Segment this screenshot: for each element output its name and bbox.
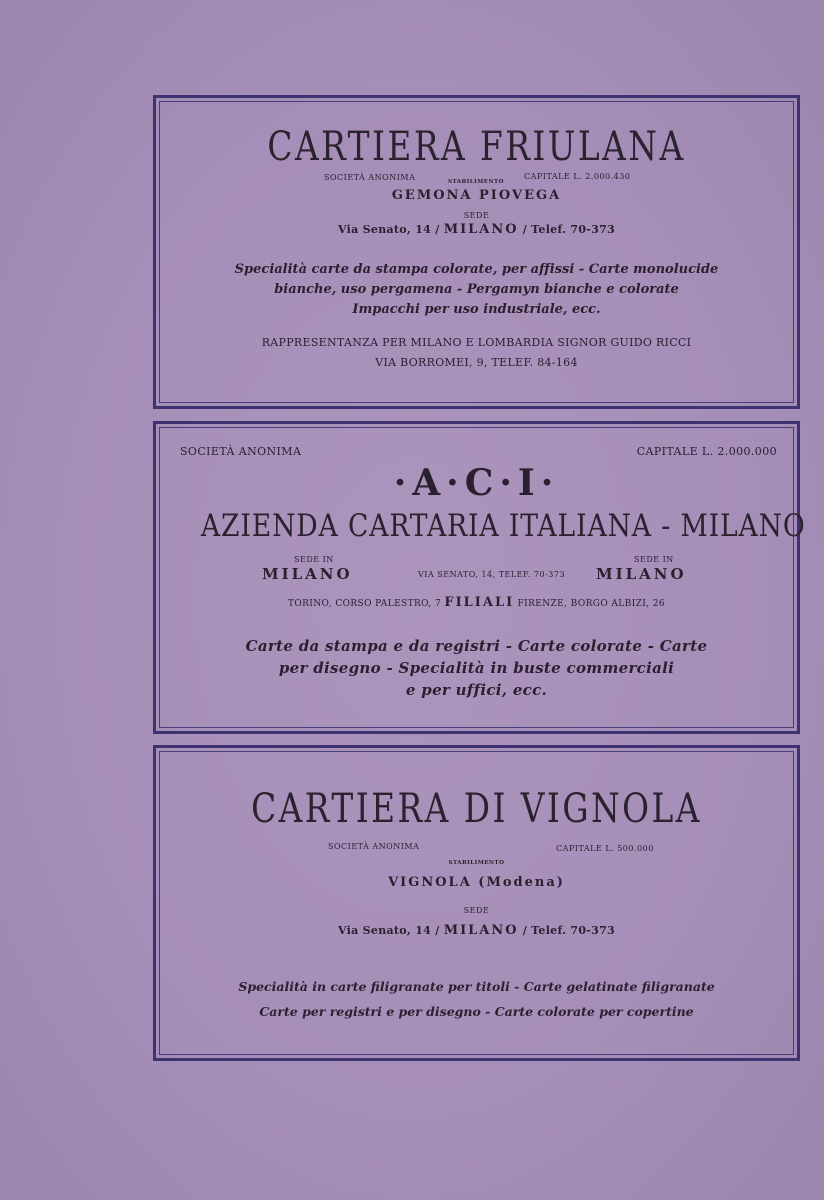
plant-label: STABILIMENTO bbox=[448, 179, 504, 185]
representative-line: RAPPRESENTANZA PER MILANO E LOMBARDIA SIGNOR GUIDO RICCI bbox=[261, 336, 692, 349]
branch-left: TORINO, CORSO PALESTRO, 7 bbox=[287, 599, 442, 609]
address-street: Via Senato, 14 / bbox=[337, 924, 440, 937]
ad-title: CARTIERA DI VIGNOLA bbox=[251, 786, 702, 832]
address-line bbox=[156, 923, 797, 938]
address-phone: / Telef. 70-373 bbox=[522, 924, 616, 937]
ad-azienda-cartaria-italiana bbox=[153, 421, 806, 734]
specialty-line: bianche, uso pergamena - Pergamyn bianche e colorate bbox=[274, 282, 679, 297]
plant-label: STABILIMENTO bbox=[448, 860, 505, 866]
ad-title: CARTIERA FRIULANA bbox=[267, 124, 686, 170]
specialty-line: Carte per registri e per disegno - Carte colorate per copertine bbox=[259, 1004, 694, 1019]
seat-left-city: MILANO bbox=[262, 565, 353, 583]
plant-location: VIGNOLA (Modena) bbox=[388, 875, 565, 890]
seat-right-label: SEDE IN bbox=[634, 555, 674, 564]
ad-cartiera-friulana bbox=[153, 95, 800, 409]
capital: CAPITALE L. 500.000 bbox=[556, 844, 654, 853]
seat-label: SEDE bbox=[463, 906, 490, 915]
seat-right-city: MILANO bbox=[596, 565, 687, 583]
branch-right: FIRENZE, BORGO ALBIZI, 26 bbox=[517, 599, 666, 609]
address-phone: / Telef. 70-373 bbox=[522, 223, 616, 236]
specialties bbox=[156, 974, 797, 1024]
capital: CAPITALE L. 2.000.430 bbox=[524, 172, 631, 181]
specialty-line: per disegno - Specialità in buste commerciali bbox=[278, 659, 675, 677]
company-type: SOCIETÀ ANONIMA bbox=[180, 445, 302, 458]
address-city: MILANO bbox=[443, 222, 519, 237]
branch-label: FILIALI bbox=[444, 595, 515, 610]
capital: CAPITALE L. 2.000.000 bbox=[636, 445, 777, 458]
specialties bbox=[156, 635, 797, 701]
ad-cartiera-di-vignola bbox=[153, 745, 800, 1061]
specialty-line: Impacchi per uso industriale, ecc. bbox=[352, 302, 601, 317]
company-type: SOCIETÀ ANONIMA bbox=[324, 173, 416, 182]
seat-left-label: SEDE IN bbox=[294, 555, 334, 564]
specialty-line: Specialità carte da stampa colorate, per affissi - Carte monolucide bbox=[234, 262, 719, 277]
seat-label: SEDE bbox=[463, 211, 490, 220]
specialties bbox=[156, 260, 797, 320]
address-city: MILANO bbox=[443, 923, 519, 938]
company-type: SOCIETÀ ANONIMA bbox=[328, 842, 420, 851]
specialty-line: e per uffici, ecc. bbox=[405, 681, 548, 699]
acronym: ·A·C·I· bbox=[393, 462, 560, 504]
address-street: Via Senato, 14 / bbox=[337, 223, 440, 236]
address-line bbox=[156, 222, 797, 237]
representative bbox=[156, 333, 797, 373]
plant-location: GEMONA PIOVEGA bbox=[391, 188, 562, 203]
full-name: AZIENDA CARTARIA ITALIANA - MILANO bbox=[200, 508, 806, 544]
center-address: VIA SENATO, 14, TELEF. 70-373 bbox=[418, 570, 566, 579]
representative-line: VIA BORROMEI, 9, TELEF. 84-164 bbox=[375, 356, 578, 369]
specialty-line: Specialità in carte filigranate per titoli - Carte gelatinate filigranate bbox=[238, 979, 715, 994]
specialty-line: Carte da stampa e da registri - Carte colorate - Carte bbox=[245, 637, 708, 655]
branches bbox=[156, 595, 797, 610]
